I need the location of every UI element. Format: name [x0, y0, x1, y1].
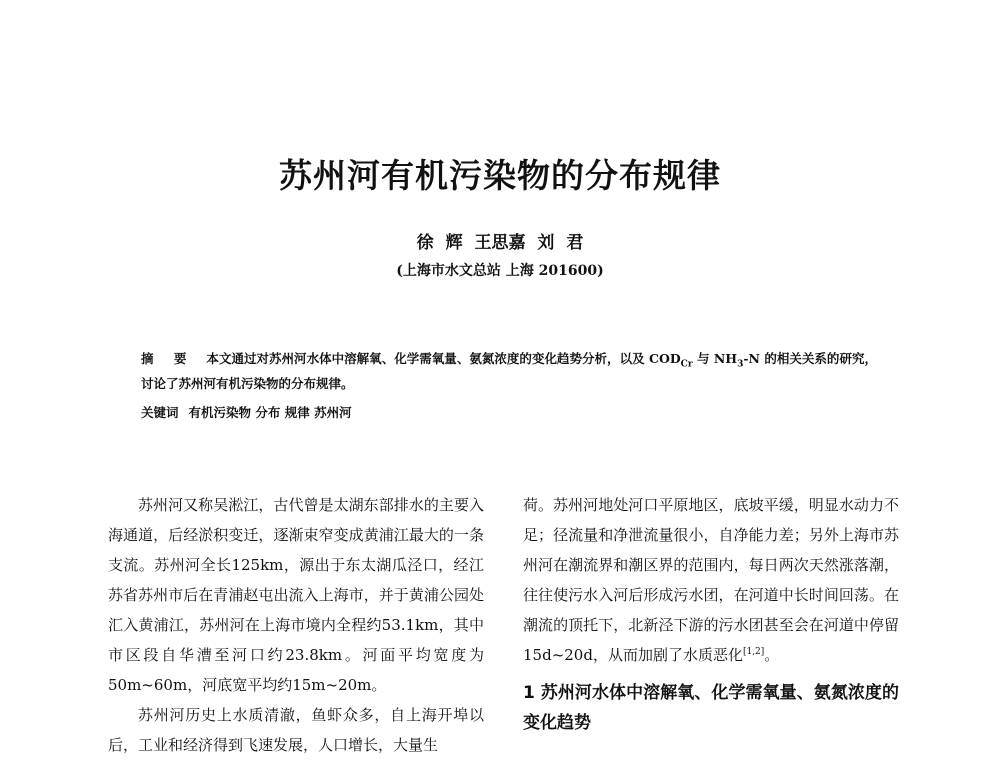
keywords-label: 关键词	[141, 405, 179, 420]
abstract-text-1: 本文通过对苏州河水体中溶解氧、化学需氧量、氨氮浓度的变化趋势分析，以及 COD	[206, 351, 681, 366]
body-paragraph-2: 苏州河历史上水质清澈，鱼虾众多，自上海开埠以后，工业和经济得到飞速发展，人口增长，大量生	[108, 706, 484, 754]
abstract-text-2: 与 NH	[692, 351, 738, 366]
section-heading-1: 1 苏州河水体中溶解氧、化学需氧量、氨氮浓度的变化趋势	[523, 683, 899, 733]
abstract-label: 摘 要	[141, 351, 195, 366]
body-column-right	[523, 490, 899, 738]
keywords	[141, 400, 877, 425]
authors: 徐 辉 王思嘉 刘 君	[416, 233, 584, 253]
abstract	[141, 346, 877, 396]
continued-text-end: 。	[764, 646, 780, 664]
body-paragraph-continued	[523, 490, 899, 670]
body-paragraph-1: 苏州河又称吴淞江，古代曾是太湖东部排水的主要入海通道，后经淤积变迁，逐渐束窄变成黄浦江最大的一条支流。苏州河全长125km，源出于东太湖瓜泾口，经江苏省苏州市后在青浦赵屯出流入上海市，并于黄浦公园处汇入黄浦江，苏州河在上海市境内全程约53.1km，其中市区段自华漕至河口约23.8km。河面平均宽度为50m~60m，河底宽平均约15m~20m。	[108, 496, 484, 694]
body-column-left	[108, 490, 484, 760]
affiliation: (上海市水文总站 上海 201600)	[396, 263, 604, 279]
abstract-subscript-nh: 3	[737, 359, 744, 370]
citation: [1,2]	[742, 647, 765, 657]
abstract-text-3: -N 的相关关系的研究，讨论了苏州河有机污染物的分布规律。	[141, 351, 877, 391]
keywords-text: 有机污染物 分布 规律 苏州河	[188, 405, 352, 420]
paper-title: 苏州河有机污染物的分布规律	[279, 156, 721, 195]
continued-text: 荷。苏州河地处河口平原地区，底坡平缓，明显水动力不足；径流量和净泄流量很小，自净能力差；另外上海市苏州河在潮流界和潮区界的范围内，每日两次天然涨落潮，往往使污水入河后形成污水团，在河道中长时间回荡。在潮流的顶托下，北新泾下游的污水团甚至会在河道中停留 15d~20d，从而加剧了水质恶化	[523, 496, 899, 664]
abstract-subscript-cod: Cr	[680, 359, 693, 370]
